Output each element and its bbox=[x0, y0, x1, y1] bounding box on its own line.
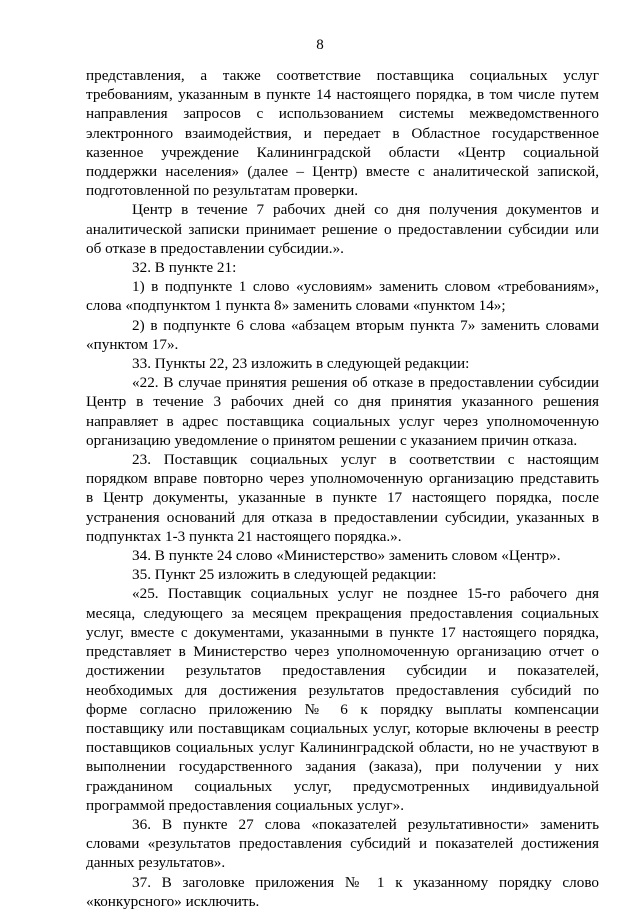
text-line: поддержки населения» (далее – Центр) вместе с аналитической запиской, bbox=[86, 163, 599, 181]
page-number: 8 bbox=[316, 37, 324, 53]
paragraph-item-35 bbox=[86, 565, 599, 584]
text-line: 35. Пункт 25 изложить в следующей редакции: bbox=[132, 566, 437, 584]
text-line: об отказе в предоставлении субсидии.». bbox=[86, 239, 344, 257]
text-line: «25. Поставщик социальных услуг не позднее 15-го рабочего дня bbox=[132, 585, 599, 603]
text-line: 36. В пункте 27 слова «показателей результативности» заменить bbox=[132, 815, 599, 833]
text-line: 1) в подпункте 1 слово «условиям» заменить словом «требованиям», bbox=[132, 278, 599, 296]
text-line: требованиям, указанным в пункте 14 настоящего порядка, в том числе путем bbox=[86, 86, 599, 104]
text-line: 33. Пункты 22, 23 изложить в следующей редакции: bbox=[132, 355, 470, 373]
text-line: слова «подпунктом 1 пункта 8» заменить словами «пунктом 14»; bbox=[86, 297, 506, 315]
text-line: казенное учреждение Калининградской области «Центр социальной bbox=[86, 143, 599, 161]
text-line: необходимых для достижения результатов предоставления субсидий по bbox=[86, 681, 599, 699]
text-line: «конкурсного» исключить. bbox=[86, 892, 260, 910]
text-line: подпунктах 1-3 пункта 21 настоящего порядка.». bbox=[86, 527, 402, 545]
paragraph-item-34 bbox=[86, 546, 599, 565]
text-line: достижении результатов предоставления субсидии и показателей, bbox=[86, 662, 599, 680]
text-line: словами «результатов предоставления субсидий и показателей достижения bbox=[86, 835, 599, 853]
text-line: 37. В заголовке приложения № 1 к указанному порядку слово bbox=[132, 873, 599, 891]
text-line: 2) в подпункте 6 слова «абзацем вторым пункта 7» заменить словами bbox=[132, 316, 599, 334]
text-line: в Центр документы, указанные в пункте 17 настоящего порядка, после bbox=[86, 489, 599, 507]
paragraph-item-36 bbox=[86, 815, 599, 873]
text-line: Центр в течение 7 рабочих дней со дня получения документов и bbox=[132, 201, 599, 219]
paragraph-item-33 bbox=[86, 354, 599, 373]
text-line: гражданином социальных услуг, предусмотренных индивидуальной bbox=[86, 777, 599, 795]
text-line: программой предоставления социальных услуг». bbox=[86, 796, 405, 814]
paragraph-verification bbox=[86, 66, 599, 200]
paragraph-item-32-1 bbox=[86, 277, 599, 315]
text-line: услуг, вместе с документами, указанными в пункте 17 настоящего порядка, bbox=[86, 623, 599, 641]
text-line: 34. В пункте 24 слово «Министерство» заменить словом «Центр». bbox=[132, 547, 561, 565]
paragraph-center-decision bbox=[86, 200, 599, 258]
text-line: месяца, следующего за месяцем прекращения предоставления социальных bbox=[86, 604, 599, 622]
text-line: направляет в адрес поставщика социальных услуг через уполномоченную bbox=[86, 412, 599, 430]
text-line: порядком вправе повторно через уполномоченную организацию представить bbox=[86, 470, 599, 488]
text-line: представления, а также соответствие поставщика социальных услуг bbox=[86, 67, 599, 84]
document-body bbox=[86, 66, 599, 911]
text-line: направления запросов с использованием системы межведомственного bbox=[86, 105, 599, 123]
text-line: поставщику или поставщикам социальных услуг, которые включены в реестр bbox=[86, 719, 599, 737]
paragraph-clause-25 bbox=[86, 584, 599, 814]
text-line: представляет в Министерство через уполномоченную организацию отчет о bbox=[86, 643, 599, 661]
text-line: 23. Поставщик социальных услуг в соответствии с настоящим bbox=[132, 451, 599, 469]
text-line: электронного взаимодействия, и передает в Областное государственное bbox=[86, 124, 599, 142]
text-line: аналитической записки принимает решение о предоставлении субсидии или bbox=[86, 220, 599, 238]
text-line: организацию уведомление о принятом решении с указанием причин отказа. bbox=[86, 431, 578, 449]
text-line: форме согласно приложению № 6 к порядку выплаты компенсации bbox=[86, 700, 599, 718]
paragraph-item-32-2 bbox=[86, 316, 599, 354]
paragraph-item-32 bbox=[86, 258, 599, 277]
text-line: выполнении государственного задания (заказа), при получении у них bbox=[86, 758, 599, 776]
text-line: «пунктом 17». bbox=[86, 335, 179, 353]
text-line: подготовленной по результатам проверки. bbox=[86, 182, 359, 200]
paragraph-clause-22 bbox=[86, 373, 599, 450]
text-line: «22. В случае принятия решения об отказе в предоставлении субсидии bbox=[132, 374, 599, 392]
text-line: поставщиков социальных услуг Калининградской области, но не участвуют в bbox=[86, 739, 599, 757]
paragraph-clause-23 bbox=[86, 450, 599, 546]
text-line: 32. В пункте 21: bbox=[132, 259, 237, 277]
text-line: устранения оснований для отказа в предоставлении субсидии, указанных в bbox=[86, 508, 599, 526]
text-line: Центр в течение 3 рабочих дней со дня принятия указанного решения bbox=[86, 393, 599, 411]
paragraph-item-37 bbox=[86, 873, 599, 911]
text-line: данных результатов». bbox=[86, 854, 226, 872]
